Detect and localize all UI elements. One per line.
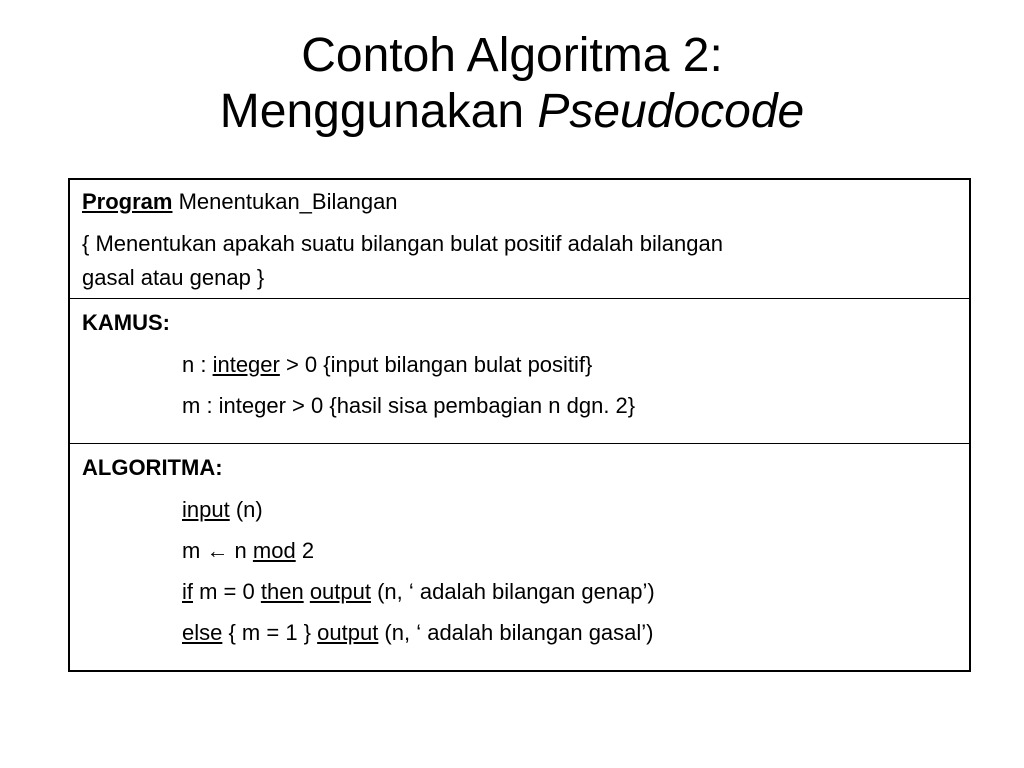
slide-title bbox=[0, 28, 1024, 140]
program-comment-line-2: gasal atau genap } bbox=[82, 265, 265, 290]
pseudocode-box bbox=[68, 178, 971, 672]
kamus-n-prefix: n : bbox=[182, 352, 213, 377]
if-output-keyword: output bbox=[309, 579, 371, 604]
algoritma-section bbox=[70, 444, 969, 672]
mod-rest: 2 bbox=[295, 538, 315, 563]
kamus-n-rest: > 0 {input bilangan bulat positif} bbox=[279, 352, 593, 377]
program-section bbox=[70, 180, 969, 299]
title-line-2-italic: Pseudocode bbox=[537, 85, 805, 138]
input-keyword: input bbox=[182, 497, 230, 522]
if-output-args: (n, ‘ adalah bilangan genap’) bbox=[370, 579, 655, 604]
then-keyword: then bbox=[260, 579, 304, 604]
algoritma-line-mod bbox=[182, 537, 314, 565]
kamus-heading: KAMUS: bbox=[82, 310, 170, 335]
input-args: (n) bbox=[229, 497, 263, 522]
kamus-line-m: m : integer > 0 {hasil sisa pembagian n dgn. 2} bbox=[182, 393, 636, 418]
else-output-keyword: output bbox=[317, 620, 379, 645]
program-header bbox=[82, 188, 398, 216]
algoritma-line-else bbox=[182, 619, 654, 647]
else-output-args: (n, ‘ adalah bilangan gasal’) bbox=[378, 620, 654, 645]
program-name: Menentukan_Bilangan bbox=[172, 189, 398, 214]
kamus-n-type: integer bbox=[212, 352, 280, 377]
title-line-2 bbox=[0, 84, 1024, 140]
mod-keyword: mod bbox=[252, 538, 296, 563]
else-condition: { m = 1 } bbox=[222, 620, 318, 645]
algoritma-heading: ALGORITMA: bbox=[82, 455, 223, 480]
mod-prefix: m ← n bbox=[182, 538, 253, 563]
if-keyword: if bbox=[182, 579, 193, 604]
program-comment-line-1: { Menentukan apakah suatu bilangan bulat positif adalah bilangan bbox=[82, 231, 723, 256]
program-keyword: Program bbox=[82, 189, 173, 214]
title-line-2-prefix: Menggunakan bbox=[219, 85, 538, 138]
if-condition: m = 0 bbox=[193, 579, 261, 604]
kamus-section bbox=[70, 299, 969, 444]
title-line-1: Contoh Algoritma 2: bbox=[301, 29, 723, 82]
algoritma-line-if bbox=[182, 578, 655, 606]
algoritma-line-input bbox=[182, 496, 263, 524]
kamus-line-n bbox=[182, 351, 592, 379]
else-keyword: else bbox=[182, 620, 223, 645]
